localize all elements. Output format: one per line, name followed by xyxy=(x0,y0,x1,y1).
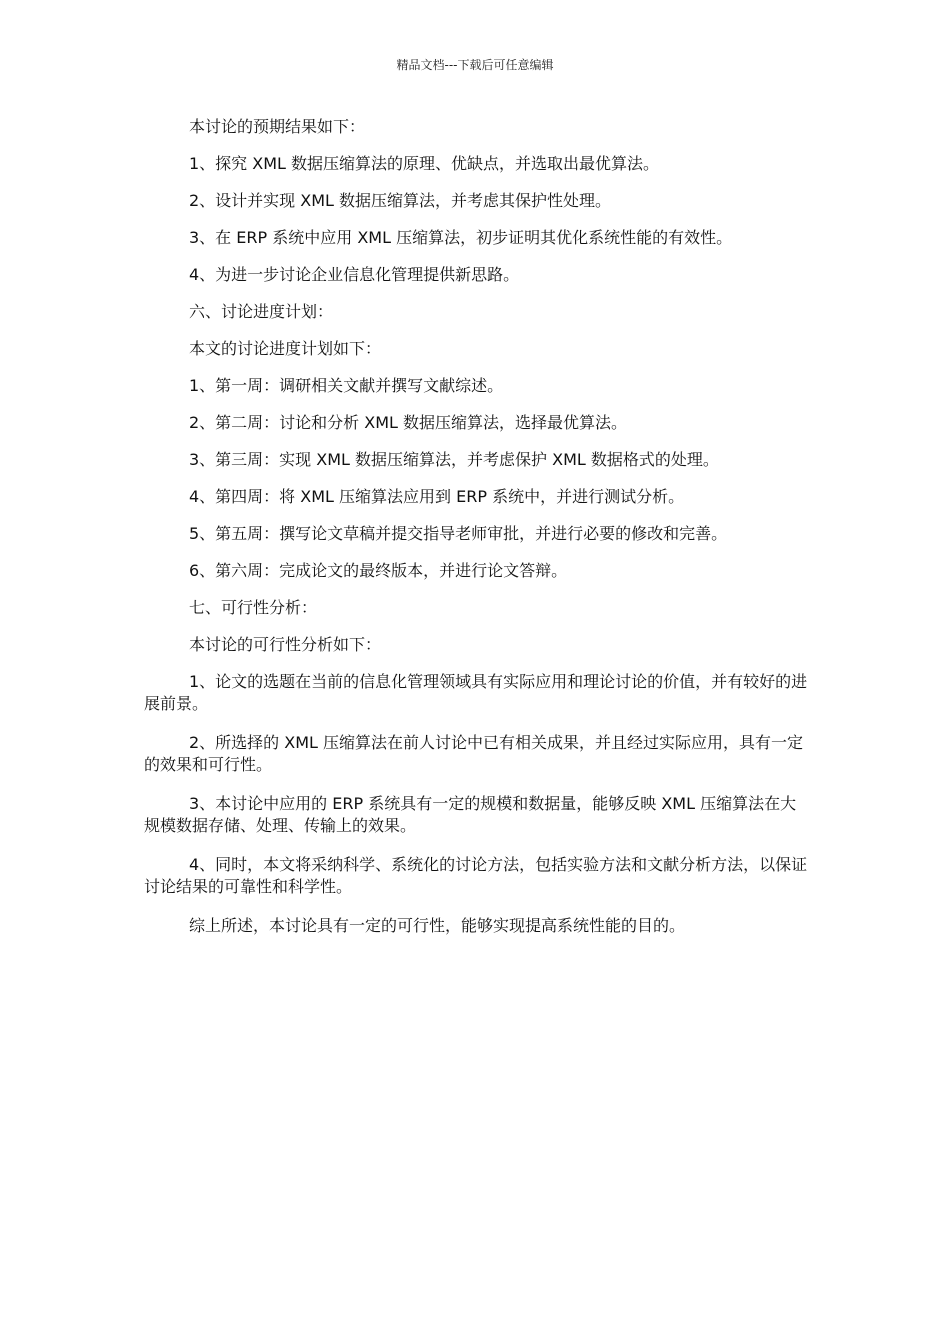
paragraph-schedule-intro: 本文的讨论进度计划如下： xyxy=(189,339,382,358)
section-heading-schedule: 六、讨论进度计划： xyxy=(189,302,334,321)
paragraph-result-2: 2、设计并实现 XML 数据压缩算法，并考虑其保护性处理。 xyxy=(189,191,612,210)
paragraph-feasibility-3: 3、本讨论中应用的 ERP 系统具有一定的规模和数据量，能够反映 XML 压缩算法在大规模数据存储、处理、传输上的效果。 xyxy=(144,794,797,835)
paragraph-result-3: 3、在 ERP 系统中应用 XML 压缩算法，初步证明其优化系统性能的有效性。 xyxy=(189,228,733,247)
paragraph-week-6: 6、第六周：完成论文的最终版本，并进行论文答辩。 xyxy=(189,561,568,580)
paragraph-week-3: 3、第三周：实现 XML 数据压缩算法，并考虑保护 XML 数据格式的处理。 xyxy=(189,450,719,469)
section-heading-feasibility: 七、可行性分析： xyxy=(189,598,318,617)
paragraph-feasibility-2: 2、所选择的 XML 压缩算法在前人讨论中已有相关成果，并且经过实际应用，具有一定的效果和可行性。 xyxy=(144,733,804,774)
paragraph-feasibility-1: 1、论文的选题在当前的信息化管理领域具有实际应用和理论讨论的价值，并有较好的进展前景。 xyxy=(144,672,808,713)
paragraph-feasibility-intro: 本讨论的可行性分析如下： xyxy=(189,635,382,654)
paragraph-conclusion: 综上所述，本讨论具有一定的可行性，能够实现提高系统性能的目的。 xyxy=(189,916,686,935)
paragraph-feasibility-4: 4、同时，本文将采纳科学、系统化的讨论方法，包括实验方法和文献分析方法，以保证讨论结果的可靠性和科学性。 xyxy=(144,855,808,896)
document-body xyxy=(144,116,808,952)
paragraph-week-1: 1、第一周：调研相关文献并撰写文献综述。 xyxy=(189,376,504,395)
paragraph-result-4: 4、为进一步讨论企业信息化管理提供新思路。 xyxy=(189,265,520,284)
paragraph-week-5: 5、第五周：撰写论文草稿并提交指导老师审批，并进行必要的修改和完善。 xyxy=(189,524,728,543)
paragraph-week-2: 2、第二周：讨论和分析 XML 数据压缩算法，选择最优算法。 xyxy=(189,413,628,432)
paragraph-result-1: 1、探究 XML 数据压缩算法的原理、优缺点，并选取出最优算法。 xyxy=(189,154,660,173)
paragraph-week-4: 4、第四周：将 XML 压缩算法应用到 ERP 系统中，并进行测试分析。 xyxy=(189,487,685,506)
page-header: 精品文档---下载后可任意编辑 xyxy=(396,58,554,72)
paragraph-expected-results-intro: 本讨论的预期结果如下： xyxy=(189,117,366,136)
